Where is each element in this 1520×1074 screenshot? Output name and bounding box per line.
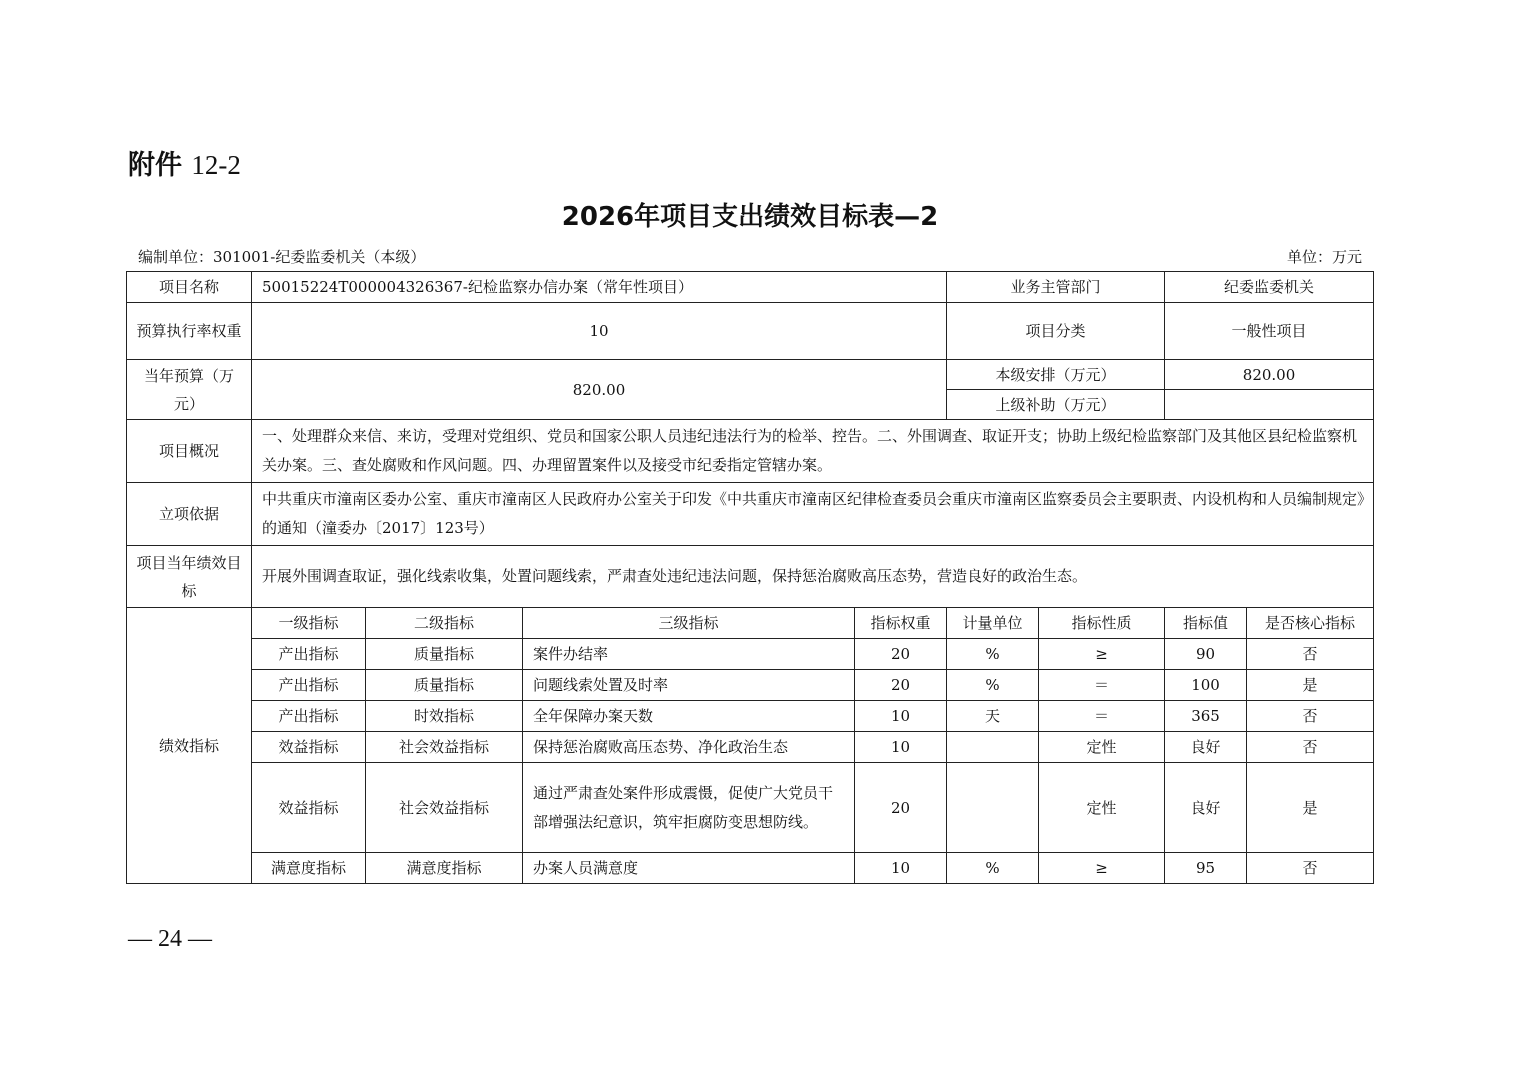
page-number: — 24 —: [128, 926, 212, 952]
cell-level1: 满意度指标: [252, 853, 366, 884]
indicator-row: [127, 670, 1374, 701]
cell-unit: %: [947, 670, 1039, 701]
cell-weight: 20: [855, 670, 947, 701]
indicator-row: [127, 853, 1374, 884]
cell-level2: 质量指标: [366, 639, 523, 670]
cell-value: 100: [1165, 670, 1247, 701]
cell-weight: 10: [855, 701, 947, 732]
cell-core: 是: [1247, 670, 1374, 701]
performance-target-table: [126, 271, 1374, 884]
cell-level1: 产出指标: [252, 701, 366, 732]
overview-text: 一、处理群众来信、来访，受理对党组织、党员和国家公职人员违纪违法行为的检举、控告。二、外围调查、取证开支；协助上级纪检监察部门及其他区县纪检监察机关办案。三、查处腐败和作风问题。四、办理留置案件以及接受市纪委指定管辖办案。: [252, 420, 1374, 483]
header-level2: 二级指标: [366, 608, 523, 639]
cell-unit: [947, 763, 1039, 853]
cell-nature: 定性: [1039, 732, 1165, 763]
cell-nature: ＝: [1039, 670, 1165, 701]
local-label: 本级安排（万元）: [947, 360, 1165, 390]
header-core: 是否核心指标: [1247, 608, 1374, 639]
project-name-value: 50015224T000004326367-纪检监察办信办案（常年性项目）: [252, 272, 947, 303]
goal-text: 开展外围调查取证，强化线索收集，处置问题线索，严肃查处违纪违法问题，保持惩治腐败高压态势，营造良好的政治生态。: [252, 546, 1374, 608]
project-name-label: 项目名称: [127, 272, 252, 303]
cell-level2: 社会效益指标: [366, 732, 523, 763]
subsidy-value: [1165, 390, 1374, 420]
page-title: 2026年项目支出绩效目标表—2: [561, 202, 939, 232]
header-value: 指标值: [1165, 608, 1247, 639]
weight-label: 预算执行率权重: [127, 303, 252, 360]
cell-nature: 定性: [1039, 763, 1165, 853]
compiler-unit: 编制单位：301001-纪委监委机关（本级）: [138, 248, 426, 266]
cell-level1: 效益指标: [252, 763, 366, 853]
cell-nature: ＝: [1039, 701, 1165, 732]
cell-level1: 产出指标: [252, 639, 366, 670]
cell-value: 良好: [1165, 763, 1247, 853]
attachment-label: [128, 143, 241, 182]
header-nature: 指标性质: [1039, 608, 1165, 639]
cell-level1: 产出指标: [252, 670, 366, 701]
cell-unit: %: [947, 853, 1039, 884]
cell-level3: 办案人员满意度: [523, 853, 855, 884]
basis-label: 立项依据: [127, 483, 252, 546]
cell-value: 95: [1165, 853, 1247, 884]
cell-level2: 质量指标: [366, 670, 523, 701]
dept-value: 纪委监委机关: [1165, 272, 1374, 303]
cell-core: 否: [1247, 732, 1374, 763]
cell-level3: 案件办结率: [523, 639, 855, 670]
cell-value: 90: [1165, 639, 1247, 670]
cell-level3: 通过严肃查处案件形成震慑，促使广大党员干部增强法纪意识，筑牢拒腐防变思想防线。: [523, 763, 855, 853]
cell-weight: 20: [855, 763, 947, 853]
cell-core: 是: [1247, 763, 1374, 853]
cell-unit: [947, 732, 1039, 763]
cell-nature: ≥: [1039, 639, 1165, 670]
cell-core: 否: [1247, 853, 1374, 884]
header-weight: 指标权重: [855, 608, 947, 639]
cell-level3: 全年保障办案天数: [523, 701, 855, 732]
cell-value: 365: [1165, 701, 1247, 732]
cell-unit: %: [947, 639, 1039, 670]
cell-weight: 20: [855, 639, 947, 670]
cell-level2: 时效指标: [366, 701, 523, 732]
indicator-row: [127, 639, 1374, 670]
cell-core: 否: [1247, 639, 1374, 670]
cell-core: 否: [1247, 701, 1374, 732]
weight-value: 10: [252, 303, 947, 360]
dept-label: 业务主管部门: [947, 272, 1165, 303]
indicators-label: 绩效指标: [127, 608, 252, 884]
category-label: 项目分类: [947, 303, 1165, 360]
cell-level1: 效益指标: [252, 732, 366, 763]
indicator-row: [127, 732, 1374, 763]
cell-level3: 问题线索处置及时率: [523, 670, 855, 701]
cell-value: 良好: [1165, 732, 1247, 763]
cell-weight: 10: [855, 732, 947, 763]
subsidy-label: 上级补助（万元）: [947, 390, 1165, 420]
budget-value: 820.00: [252, 360, 947, 420]
cell-unit: 天: [947, 701, 1039, 732]
cell-weight: 10: [855, 853, 947, 884]
cell-nature: ≥: [1039, 853, 1165, 884]
header-unit: 计量单位: [947, 608, 1039, 639]
cell-level2: 社会效益指标: [366, 763, 523, 853]
local-value: 820.00: [1165, 360, 1374, 390]
basis-text: 中共重庆市潼南区委办公室、重庆市潼南区人民政府办公室关于印发《中共重庆市潼南区纪律检查委员会重庆市潼南区监察委员会主要职责、内设机构和人员编制规定》的通知（潼委办〔2017〕123号）: [252, 483, 1374, 546]
cell-level2: 满意度指标: [366, 853, 523, 884]
overview-label: 项目概况: [127, 420, 252, 483]
category-value: 一般性项目: [1165, 303, 1374, 360]
budget-label: 当年预算（万元）: [127, 360, 252, 420]
header-level1: 一级指标: [252, 608, 366, 639]
header-level3: 三级指标: [523, 608, 855, 639]
goal-label: 项目当年绩效目标: [127, 546, 252, 608]
indicator-row: [127, 763, 1374, 853]
indicator-row: [127, 701, 1374, 732]
attachment-number: 12-2: [191, 150, 241, 180]
attachment-prefix: 附件: [128, 150, 182, 181]
currency-unit: 单位：万元: [1286, 248, 1362, 266]
cell-level3: 保持惩治腐败高压态势、净化政治生态: [523, 732, 855, 763]
